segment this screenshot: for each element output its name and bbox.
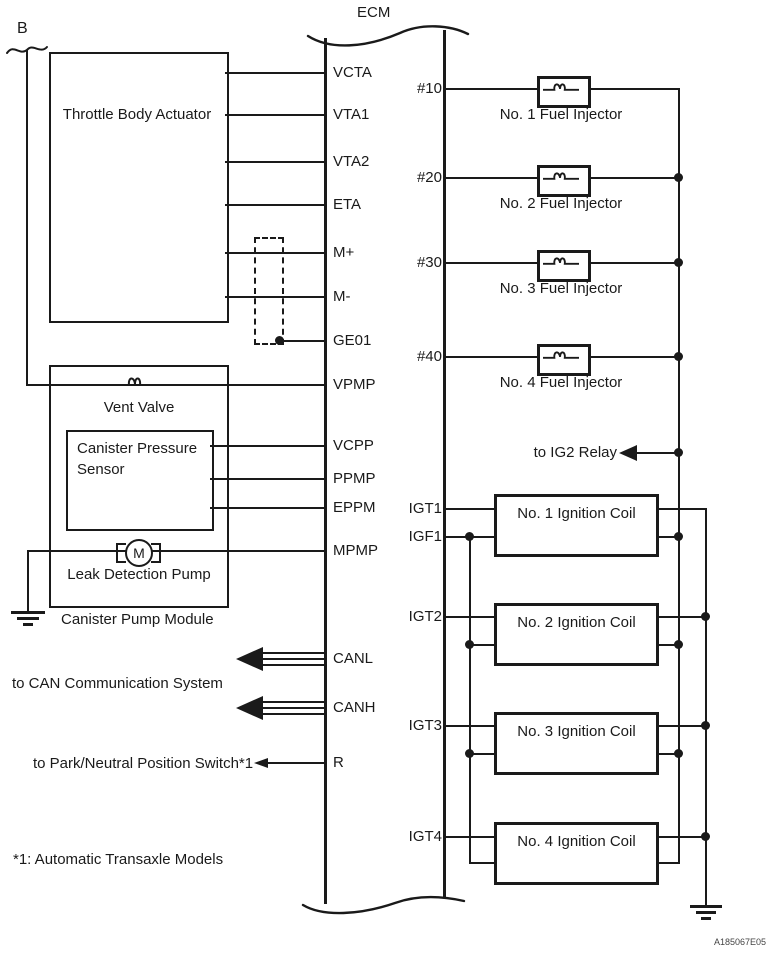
leak-detection-pump-label: Leak Detection Pump (67, 566, 211, 583)
fuel-injector-3-coil-icon (543, 254, 579, 268)
fuel-injector-2-label: No. 2 Fuel Injector (499, 195, 623, 212)
wire-inj4-left (445, 356, 537, 358)
junction-dot-inj2 (674, 173, 683, 182)
wire-igt2 (445, 616, 494, 618)
wire-coil4-ground (653, 836, 707, 838)
ground-symbol-left (11, 611, 45, 614)
to-park-neutral-label: to Park/Neutral Position Switch*1 (33, 755, 254, 772)
ground-symbol-right-bar3 (701, 917, 711, 920)
canl-arrowhead-icon (236, 647, 263, 671)
wire-igf4 (470, 862, 494, 864)
vent-valve-label: Vent Valve (103, 399, 175, 416)
wire-igt3 (445, 725, 494, 727)
wire-coil1-ground (653, 508, 707, 510)
ecm-pin-20: #20 (416, 169, 442, 186)
wire-canl-line1 (262, 652, 327, 654)
wire-inj1-right (584, 88, 680, 90)
junction-dot-coil2-power (674, 640, 683, 649)
wire-coil2-ground (653, 616, 707, 618)
ground-symbol-right-bar2 (696, 911, 716, 914)
wire-inj2-right (584, 177, 680, 179)
doc-code: A185067E05 (714, 937, 767, 947)
throttle-body-actuator-box (49, 52, 229, 323)
ground-symbol-left-bar2 (17, 617, 39, 620)
wire-vta2 (225, 161, 327, 163)
ecm-left-edge (324, 38, 327, 904)
junction-dot-igf2 (465, 640, 474, 649)
wire-eta (225, 204, 327, 206)
ecm-pin-canl: CANL (333, 650, 374, 667)
ground-symbol-right (690, 905, 722, 908)
footnote-label: *1: Automatic Transaxle Models (13, 851, 224, 868)
ecm-pin-10: #10 (416, 80, 442, 97)
ecm-pin-igf1: IGF1 (408, 528, 442, 545)
junction-dot-coil3-power (674, 749, 683, 758)
wire-inj4-right (584, 356, 680, 358)
wire-canh-line3 (262, 713, 327, 715)
junction-dot-inj3 (674, 258, 683, 267)
junction-dot-shield-ge01 (275, 336, 284, 345)
ecm-pin-vcta: VCTA (333, 64, 372, 81)
junction-dot-inj4 (674, 352, 683, 361)
wire-ppmp (210, 478, 327, 480)
wire-vta1 (225, 114, 327, 116)
ecm-pin-igt3: IGT3 (408, 717, 442, 734)
wire-mpmp-ground-drop (27, 551, 29, 612)
wire-inj3-left (445, 262, 537, 264)
fuel-injector-2-coil-icon (543, 169, 579, 183)
to-can-system-label: to CAN Communication System (12, 675, 223, 692)
junction-dot-ig2 (674, 448, 683, 457)
motor-icon: M (125, 539, 153, 567)
igf-bus (469, 537, 471, 864)
ecm-pin-vpmp: VPMP (333, 376, 376, 393)
ecm-pin-eppm: EPPM (333, 499, 376, 516)
b-connector-label: B (17, 20, 28, 37)
ecm-top-break-wave (300, 20, 475, 50)
ignition-coil-3-label: No. 3 Ignition Coil (517, 723, 636, 740)
ignition-coil-4-label: No. 4 Ignition Coil (517, 833, 636, 850)
canh-arrowhead-icon (236, 696, 263, 720)
ignition-coil-2-box (494, 603, 659, 666)
ecm-pin-mpmp: MPMP (333, 542, 378, 559)
ecm-pin-vta1: VTA1 (333, 106, 370, 123)
wire-m-plus (225, 252, 327, 254)
ignition-coil-1-label: No. 1 Ignition Coil (517, 505, 636, 522)
fuel-injector-3-label: No. 3 Fuel Injector (499, 280, 623, 297)
junction-dot-coil3-ground (701, 721, 710, 730)
ecm-right-edge (443, 30, 446, 897)
ground-bus-outer (705, 508, 707, 907)
ecm-pin-ge01: GE01 (333, 332, 372, 349)
ignition-coil-2-label: No. 2 Ignition Coil (517, 614, 636, 631)
ignition-coil-1-box (494, 494, 659, 557)
wire-eppm (210, 507, 327, 509)
ecm-pin-canh: CANH (333, 699, 376, 716)
ecm-pin-30: #30 (416, 254, 442, 271)
canister-pump-module-label: Canister Pump Module (61, 611, 214, 628)
wire-ge01 (279, 340, 327, 342)
ecm-pin-m-plus: M+ (333, 244, 355, 261)
wire-vcpp (210, 445, 327, 447)
wire-m-minus (225, 296, 327, 298)
to-ig2-relay-label: to IG2 Relay (533, 444, 617, 461)
wire-igt1 (445, 508, 494, 510)
ignition-coil-3-box (494, 712, 659, 775)
ecm-title: ECM (357, 4, 391, 21)
ecm-pin-vcpp: VCPP (333, 437, 374, 454)
ecm-pin-igt1: IGT1 (408, 500, 442, 517)
fuel-injector-4-coil-icon (543, 348, 579, 362)
wire-canl-line3 (262, 664, 327, 666)
junction-dot-coil4-ground (701, 832, 710, 841)
vent-valve-coil-icon (117, 374, 155, 388)
ecm-pin-igt4: IGT4 (408, 828, 442, 845)
wire-b-feed (26, 50, 28, 386)
wire-canh-line1 (262, 701, 327, 703)
fuel-injector-4-label: No. 4 Fuel Injector (499, 374, 623, 391)
r-arrowhead-icon (254, 758, 268, 768)
wire-igt4 (445, 836, 494, 838)
canister-pressure-sensor-label: Canister Pressure Sensor (77, 440, 198, 478)
wire-canl-line2 (262, 658, 327, 660)
ignition-coil-4-box (494, 822, 659, 885)
ground-symbol-left-bar3 (23, 623, 33, 626)
ecm-pin-m-minus: M- (333, 288, 351, 305)
ecm-pin-eta: ETA (333, 196, 362, 213)
ecm-pin-r: R (333, 754, 344, 771)
ecm-bottom-break-wave (298, 892, 470, 918)
throttle-body-actuator-label: Throttle Body Actuator (62, 106, 212, 123)
wire-canh-line2 (262, 707, 327, 709)
ig2-relay-arrowhead-icon (619, 445, 637, 461)
wire-inj3-right (584, 262, 680, 264)
wire-inj2-left (445, 177, 537, 179)
fuel-injector-1-label: No. 1 Fuel Injector (499, 106, 623, 123)
wire-coil3-ground (653, 725, 707, 727)
ecm-pin-vta2: VTA2 (333, 153, 370, 170)
ecm-pin-igt2: IGT2 (408, 608, 442, 625)
junction-dot-coil1-power (674, 532, 683, 541)
wire-inj1-left (445, 88, 537, 90)
fuel-injector-1-coil-icon (543, 80, 579, 94)
junction-dot-igf1 (465, 532, 474, 541)
power-bus-inner (678, 88, 680, 864)
junction-dot-igf3 (465, 749, 474, 758)
ecm-pin-ppmp: PPMP (333, 470, 376, 487)
wire-vcta (225, 72, 327, 74)
ecm-pin-40: #40 (416, 348, 442, 365)
wire-r-pin (267, 762, 327, 764)
junction-dot-coil2-ground (701, 612, 710, 621)
wire-mpmp (27, 550, 327, 552)
wire-vpmp (26, 384, 327, 386)
